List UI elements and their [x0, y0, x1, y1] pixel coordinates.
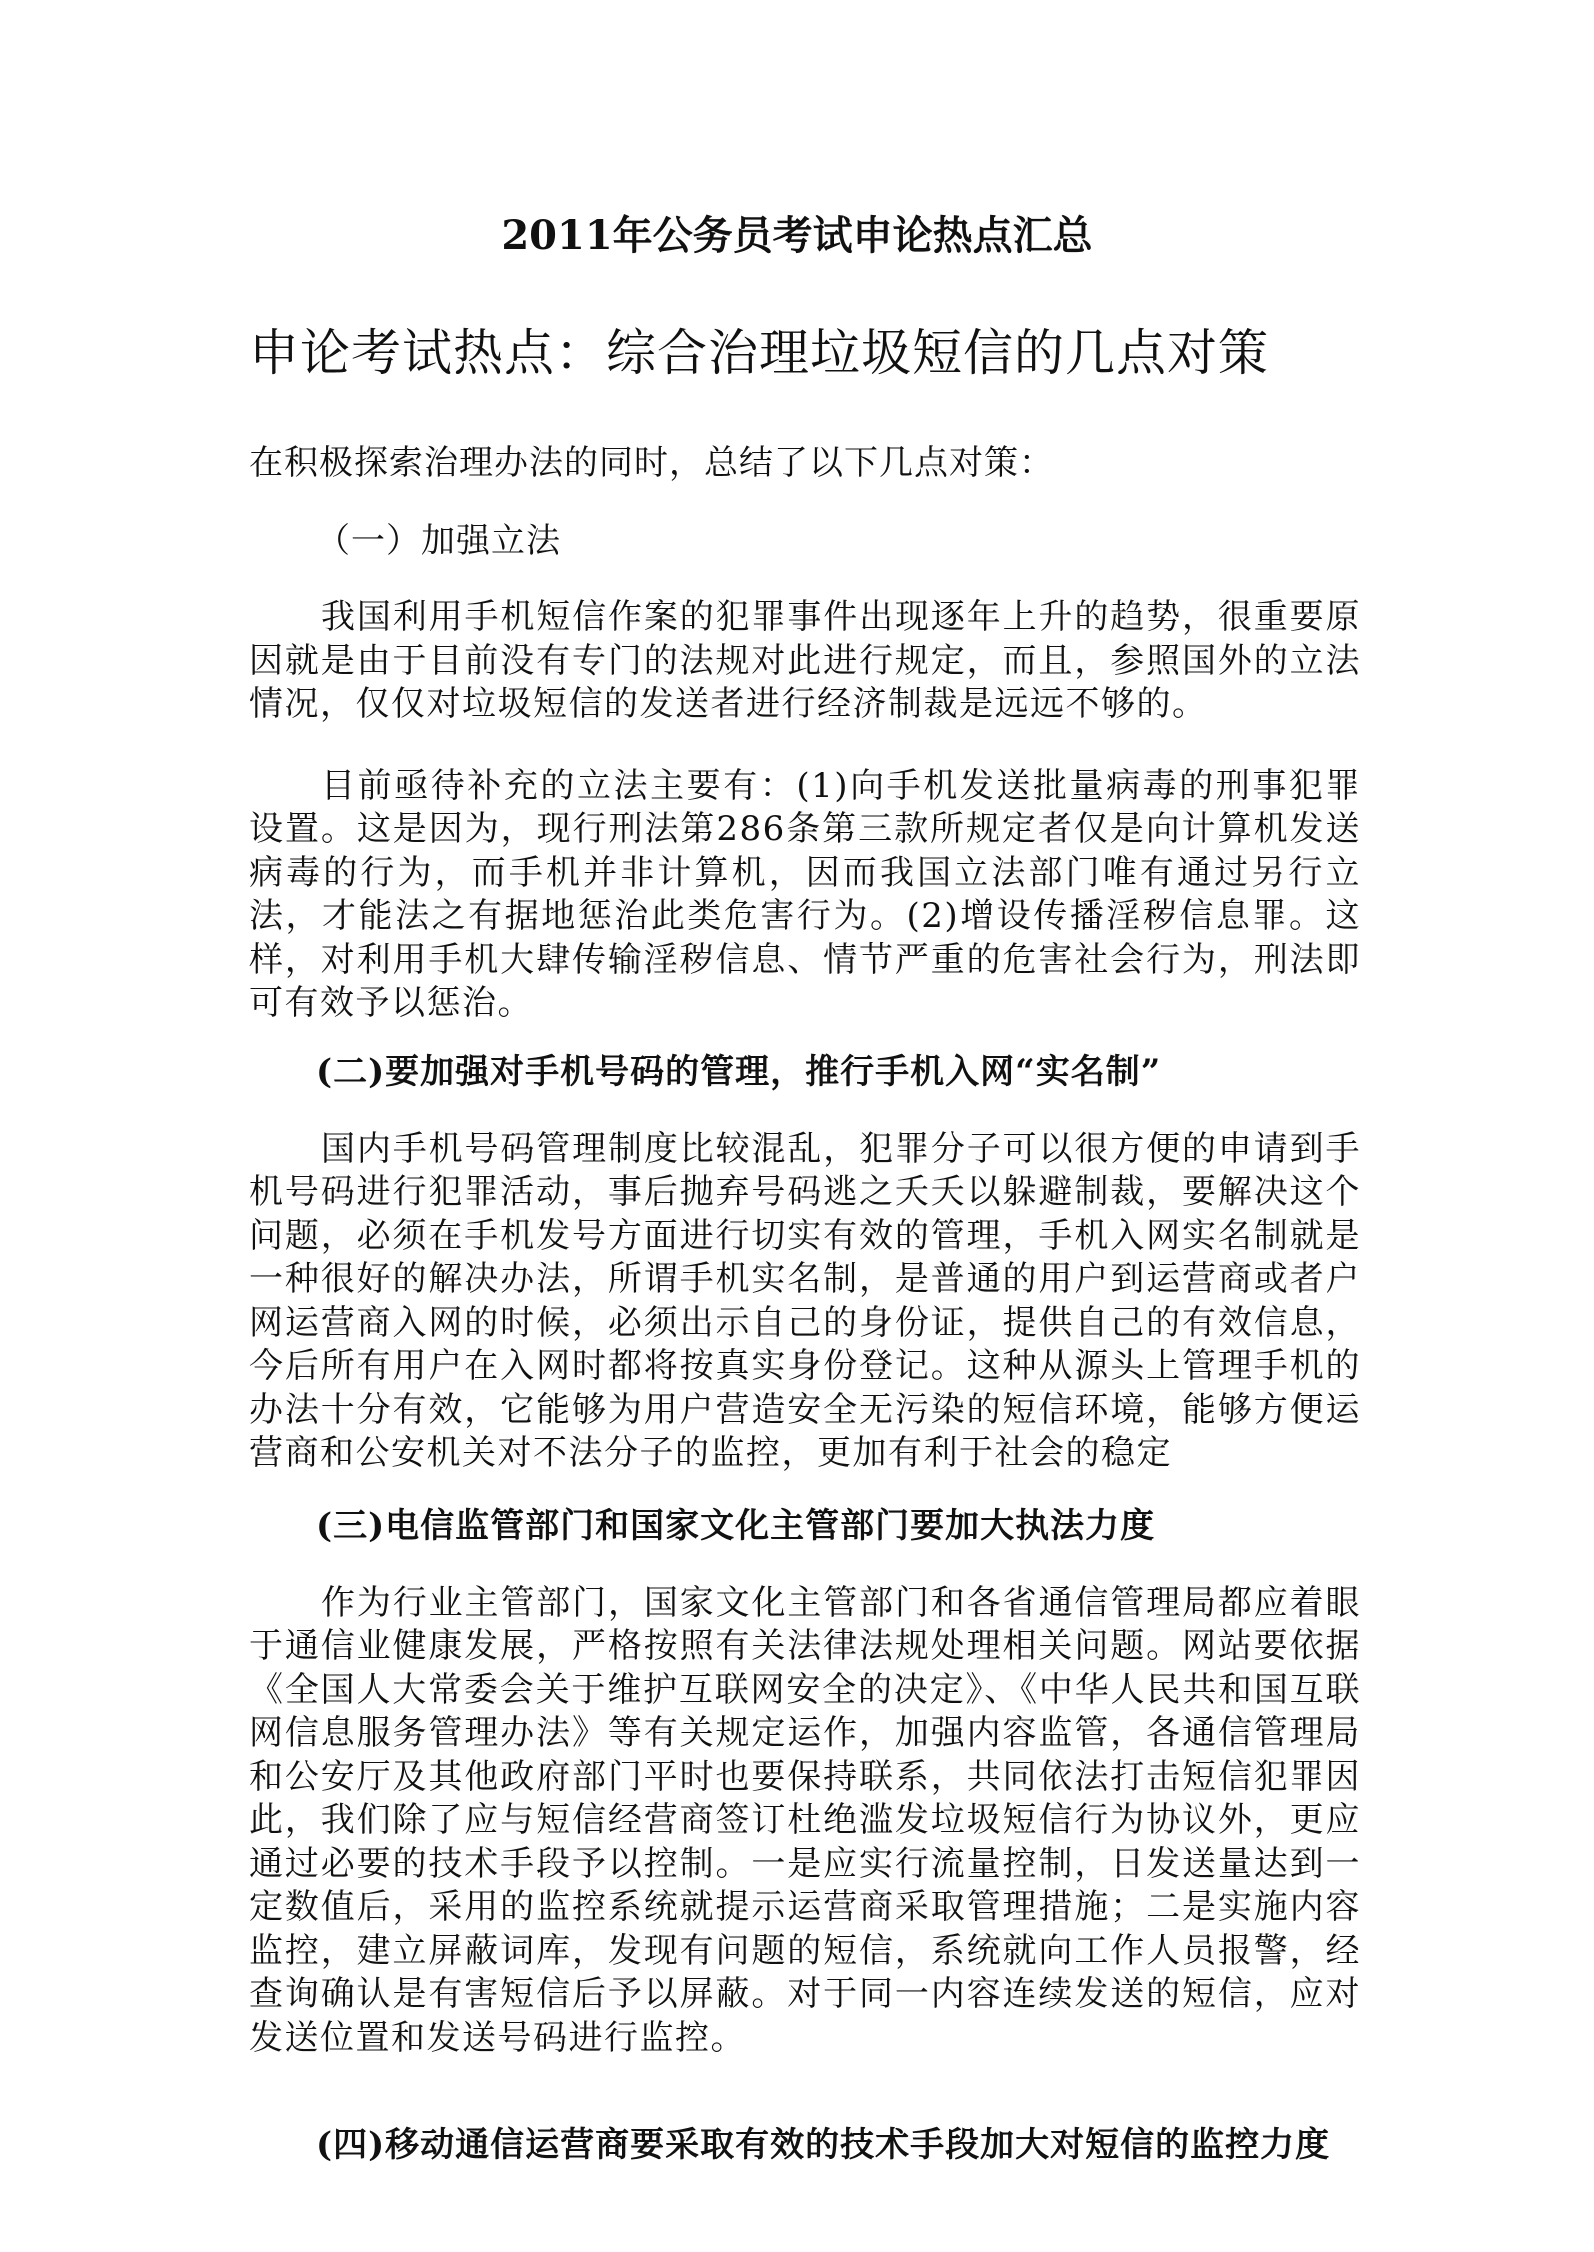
paragraph: 作为行业主管部门，国家文化主管部门和各省通信管理局都应着眼于通信业健康发展，严格按照有关法律法规处理相关问题。网站要依据《全国人大常委会关于维护互联网安全的决定》、《中华人民共和国互联网信息服务管理办法》等有关规定运作，加强内容监管，各通信管理局和公安厅及其他政府部门平时也要保持联系，共同依法打击短信犯罪因此，我们除了应与短信经营商签订杜绝滥发垃圾短信行为协议外，更应通过必要的技术手段予以控制。一是应实行流量控制，日发送量达到一定数值后，采用的监控系统就提示运营商采取管理措施；二是实施内容监控，建立屏蔽词库，发现有问题的短信，系统就向工作人员报警，经查询确认是有害短信后予以屏蔽。对于同一内容连续发送的短信，应对发送位置和发送号码进行监控。 [249, 1582, 1361, 2058]
section-heading-1: （一）加强立法 [316, 521, 561, 561]
section-heading-4: (四)移动通信运营商要采取有效的技术手段加大对短信的监控力度 [316, 2125, 1331, 2165]
section-heading-3: (三)电信监管部门和国家文化主管部门要加大执法力度 [316, 1505, 1156, 1546]
intro-paragraph: 在积极探索治理办法的同时，总结了以下几点对策： [249, 443, 1054, 483]
paragraph: 目前亟待补充的立法主要有：(1)向手机发送批量病毒的刑事犯罪设置。这是因为，现行刑法第286条第三款所规定者仅是向计算机发送病毒的行为，而手机并非计算机，因而我国立法部门唯有通过另行立法，才能法之有据地惩治此类危害行为。(2)增设传播淫秽信息罪。这样，对利用手机大肆传输淫秽信息、情节严重的危害社会行为，刑法即可有效予以惩治。 [249, 765, 1361, 1023]
section-heading-2: (二)要加强对手机号码的管理，推行手机入网“实名制” [316, 1051, 1162, 1092]
paragraph: 国内手机号码管理制度比较混乱，犯罪分子可以很方便的申请到手机号码进行犯罪活动，事后抛弃号码逃之夭夭以躲避制裁，要解决这个问题，必须在手机发号方面进行切实有效的管理，手机入网实名制就是一种很好的解决办法，所谓手机实名制，是普通的用户到运营商或者户网运营商入网的时候，必须出示自己的身份证，提供自己的有效信息，今后所有用户在入网时都将按真实身份登记。这种从源头上管理手机的办法十分有效，它能够为用户营造安全无污染的短信环境，能够方便运营商和公安机关对不法分子的监控，更加有利于社会的稳定 [249, 1128, 1361, 1473]
article-heading: 申论考试热点：综合治理垃圾短信的几点对策 [249, 324, 1269, 382]
document-title: 2011年公务员考试申论热点汇总 [501, 212, 1093, 259]
paragraph: 我国利用手机短信作案的犯罪事件出现逐年上升的趋势，很重要原因就是由于目前没有专门的法规对此进行规定，而且，参照国外的立法情况，仅仅对垃圾短信的发送者进行经济制裁是远远不够的。 [249, 597, 1361, 724]
